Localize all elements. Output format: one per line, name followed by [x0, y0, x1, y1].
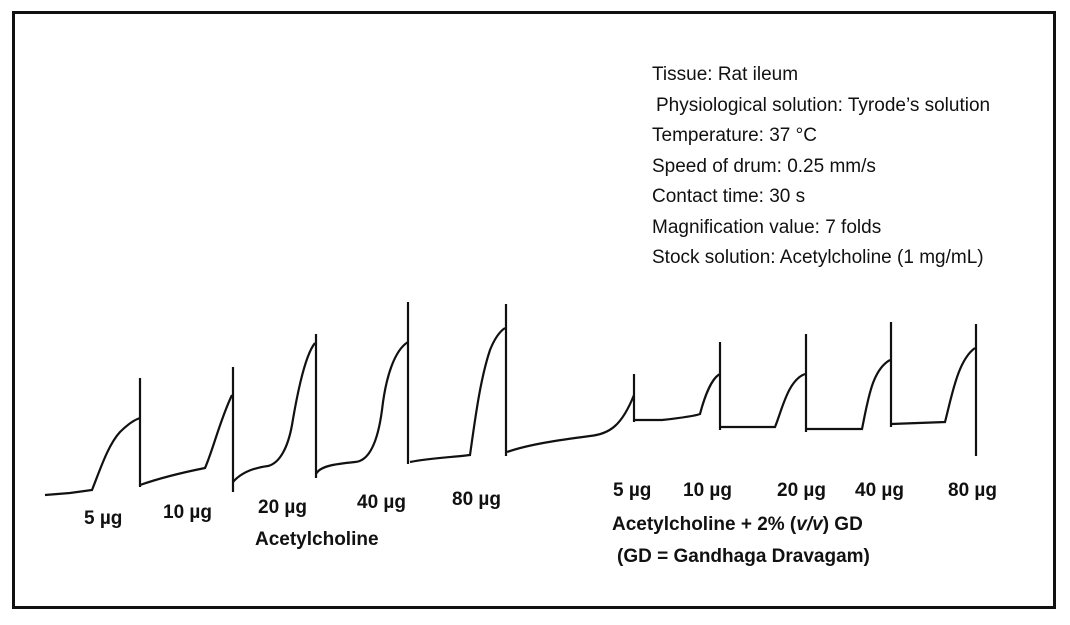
dose-label-ach-1: 5 µg [84, 508, 123, 529]
group2-caption-em: v/v [796, 514, 823, 535]
group1-caption: Acetylcholine [255, 529, 379, 550]
dose-label-gd-2: 10 µg [683, 480, 732, 501]
dose-label-gd-3: 20 µg [777, 480, 826, 501]
info-stock-solution: Stock solution: Acetylcholine (1 mg/mL) [652, 247, 984, 268]
baseline-segment-6 [507, 395, 634, 452]
baseline-segment-4 [316, 342, 408, 474]
baseline-segment-9 [806, 360, 890, 429]
baseline-segment-3 [233, 343, 315, 482]
info-temperature: Temperature: 37 °C [652, 125, 817, 146]
baseline-segment-8 [720, 374, 805, 427]
baseline-segment-2 [140, 395, 232, 485]
dose-label-ach-3: 20 µg [258, 497, 307, 518]
baseline-segment-7 [634, 374, 720, 420]
info-magnification: Magnification value: 7 folds [652, 216, 882, 238]
baseline-segment-5 [410, 328, 505, 462]
dose-label-ach-5: 80 µg [452, 489, 501, 510]
info-solution: Physiological solution: Tyrode’s solution [656, 94, 991, 116]
dose-label-ach-4: 40 µg [357, 492, 406, 513]
info-tissue: Tissue: Rat ileum [652, 64, 799, 85]
dose-marker-lines [140, 302, 976, 492]
group2-note: (GD = Gandhaga Dravagam) [617, 546, 870, 567]
group2-caption [612, 514, 863, 536]
group2-caption-post: ) GD [822, 514, 863, 535]
dose-label-gd-5: 80 µg [948, 480, 997, 501]
baseline-segment-1 [45, 418, 140, 495]
baseline-segment-10 [891, 348, 975, 424]
group2-caption-pre: Acetylcholine + 2% ( [612, 514, 797, 535]
info-contact-time: Contact time: 30 s [652, 186, 806, 207]
dose-label-ach-2: 10 µg [163, 502, 212, 523]
dose-label-gd-1: 5 µg [613, 480, 652, 501]
dose-label-gd-4: 40 µg [855, 480, 904, 501]
info-drum-speed: Speed of drum: 0.25 mm/s [652, 155, 876, 177]
